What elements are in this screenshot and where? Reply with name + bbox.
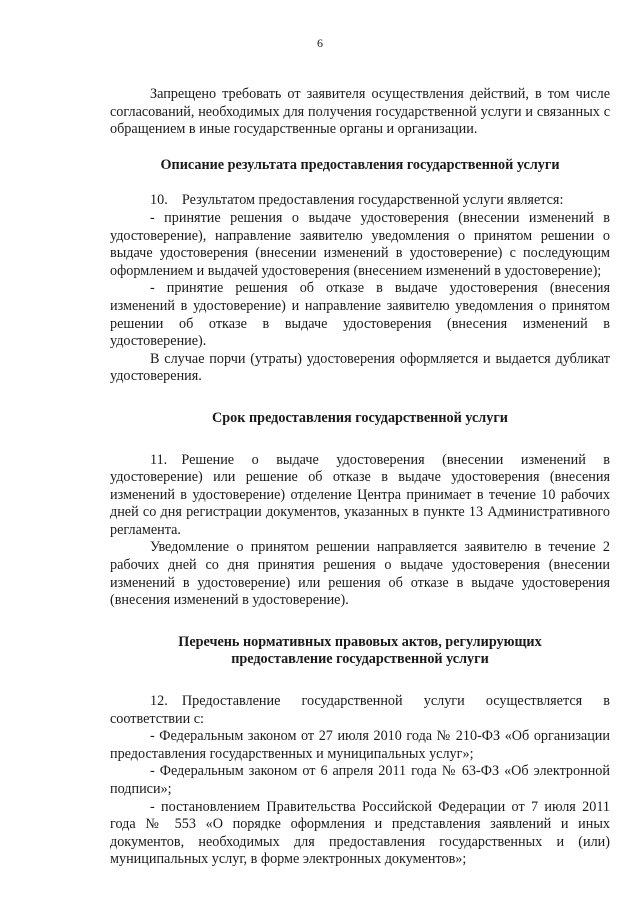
- section-heading-acts-line-1: Перечень нормативных правовых актов, регулирующих: [178, 633, 542, 650]
- clause-12-item-1: - Федеральным законом от 27 июля 2010 года № 210-ФЗ «Об организации предоставления государственных и муниципальных услуг»;: [110, 728, 610, 762]
- clause-10-item-1: - принятие решения о выдаче удостоверения (внесении изменений в удостоверение), направление заявителю уведомления о принятом решении о выдаче удостоверения (внесении изменений в удостоверение) с последующим оформлением и выдачей удостоверения (внесением изменений в удостоверение);: [110, 209, 610, 279]
- section-heading-term: Срок предоставления государственной услуги: [212, 409, 508, 426]
- intro-paragraph: Запрещено требовать от заявителя осуществления действий, в том числе согласований, необходимых для получения государственной услуги и связанных с обращением в иные государственные органы и организации.: [110, 86, 610, 138]
- page-number: 6: [317, 36, 323, 50]
- clause-12-item-2: - Федеральным законом от 6 апреля 2011 года № 63-ФЗ «Об электронной подписи»;: [110, 763, 610, 797]
- clause-10-lead: 10. Результатом предоставления государственной услуги является:: [150, 192, 564, 209]
- clause-11: 11. Решение о выдаче удостоверения (внесении изменений в удостоверение) или решение об отказе в выдаче удостоверения (внесения изменений в удостоверение) отделение Центра принимает в течение 10 рабочих дней со дня регистрации документов, указанных в пункте 13 Административного регламента.: [110, 451, 610, 538]
- section-heading-result: Описание результата предоставления государственной услуги: [160, 156, 560, 173]
- document-body: [110, 86, 610, 869]
- clause-12-item-3: - постановлением Правительства Российской Федерации от 7 июля 2011 года № 553 «О порядке оформления и представления заявлений и иных документов, необходимых для предоставления государственных и (или) муниципальных услуг, в форме электронных документов»;: [110, 798, 610, 868]
- clause-11-note: Уведомление о принятом решении направляется заявителю в течение 2 рабочих дней со дня принятия решения о выдаче удостоверения (внесении изменений в удостоверение) или решения об отказе в выдаче удостоверения (внесения изменений в удостоверение).: [110, 539, 610, 609]
- clause-12-lead: 12. Предоставление государственной услуги осуществляется в соответствии с:: [110, 693, 610, 727]
- clause-10-item-2: - принятие решения об отказе в выдаче удостоверения (внесения изменений в удостоверение) и направление заявителю уведомления о принятом решении об отказе в выдаче удостоверения (внесения изменений в удостоверение).: [110, 280, 610, 350]
- section-heading-acts-line-2: предоставление государственной услуги: [231, 651, 489, 668]
- clause-10-note: В случае порчи (утраты) удостоверения оформляется и выдается дубликат удостоверения.: [110, 350, 610, 385]
